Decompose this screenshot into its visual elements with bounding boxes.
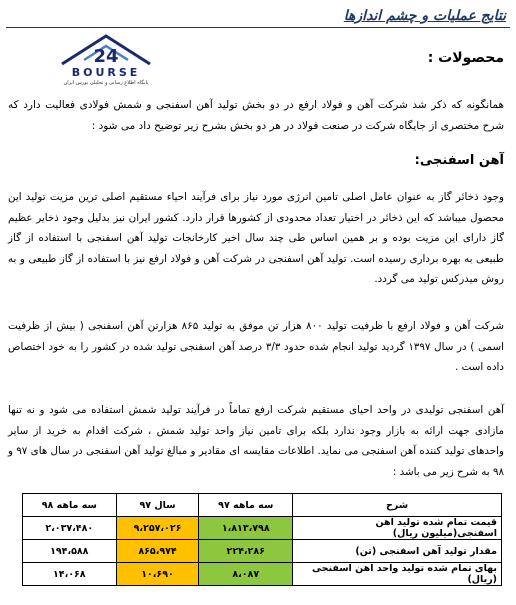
sponge-iron-heading: آهن اسفنجی: bbox=[414, 153, 504, 168]
header-y97: سال ۹۷ bbox=[116, 494, 199, 517]
row-q97: ۸،۰۸۷ bbox=[199, 563, 293, 586]
row-y97: ۸۶۵،۹۷۴ bbox=[116, 540, 199, 563]
row-y97: ۱۰،۶۹۰ bbox=[116, 563, 199, 586]
table-row bbox=[23, 563, 502, 586]
sponge-iron-paragraph-1: وجود ذخائر گاز به عنوان عامل اصلی تامین انرژی مورد نیاز برای فرآیند احیاء مستقیم اصلی ترین مزیت تولید این محصول میباشد که این ذخائر در اختیار تعداد محدودی از کشورها قرار دارد. کشور ایران نیز بدلیل وجود ذخایر عظیم گاز دارای این مزیت بوده و بر همین اساس طی چند سال اخیر کارخانجات تولید آهن اسفنجی با استفاده از گاز طبیعی به بهره برداری رسیده است. تولید آهن اسفنجی در شرکت آهن و فولاد ارفع نیز با استفاده از گاز طبیعی و به روش میدرکس تولید می گردد. bbox=[8, 191, 504, 285]
row-desc: قیمت تمام شده تولید آهن اسفنجی(میلیون ریال) bbox=[293, 517, 502, 540]
header-desc: شرح bbox=[293, 494, 502, 517]
row-q97: ۲۲۴،۲۸۶ bbox=[199, 540, 293, 563]
row-desc: بهای تمام شده تولید واحد آهن اسفنجی (ریال) bbox=[293, 563, 502, 586]
header-q97: سه ماهه ۹۷ bbox=[199, 494, 293, 517]
row-q98: ۱۴،۰۶۸ bbox=[23, 563, 117, 586]
section-title-bar bbox=[6, 6, 510, 28]
sponge-iron-paragraph-2: شرکت آهن و فولاد ارفع با ظرفیت تولید ۸۰۰ هزار تن موفق به تولید ۸۶۵ هزارتن آهن اسفنجی ( بیش از ظرفیت اسمی ) در سال ۱۳۹۷ گردید تولید انجام شده حدود ۳/۳ درصد آهن اسفنجی تولید شده در کشور را به خود اختصاص داده است . bbox=[8, 320, 504, 373]
sponge-iron-paragraph-3: آهن اسفنجی تولیدی در واحد احیای مستقیم شرکت ارفع تماماً در فرآیند تولید شمش استفاده می شود و نه تنها مازادی جهت ارائه به بازار وجود ندارد بلکه برای تامین نیاز واحد تولید شمش ، شرکت اقدام به خرید از سایر واحدهای تولید کننده آهن اسفنجی می نماید. اطلاعات مقایسه ای مقادیر و مبالغ تولید آهن اسفنجی در سال های ۹۷ و ۹۸ به شرح زیر می باشد : bbox=[8, 404, 505, 478]
sponge-iron-table bbox=[22, 493, 502, 586]
logo-mark: 24 bbox=[93, 46, 119, 67]
bourse-logo bbox=[32, 30, 180, 88]
row-q97: ۱،۸۱۳،۷۹۸ bbox=[199, 517, 293, 540]
table-row bbox=[23, 540, 502, 563]
table-row bbox=[23, 517, 502, 540]
logo-text: BOURSE bbox=[71, 66, 141, 79]
header-q98: سه ماهه ۹۸ bbox=[23, 494, 117, 517]
products-paragraph: همانگونه که ذکر شد شرکت آهن و فولاد ارفع در دو بخش تولید آهن اسفنجی و شمش فولادی فعالیت دارد که شرح مختصری از جایگاه شرکت در صنعت فولاد در هر دو بخش بشرح زیر توضیح داد می شود : bbox=[8, 99, 504, 132]
bourse-logo-icon bbox=[32, 30, 180, 70]
row-y97: ۹،۲۵۷،۰۲۶ bbox=[116, 517, 199, 540]
section-title: نتایج عملیات و چشم اندازها bbox=[343, 8, 506, 24]
row-q98: ۲،۰۳۷،۴۸۰ bbox=[23, 517, 117, 540]
row-desc: مقدار تولید آهن اسفنجی (تن) bbox=[293, 540, 502, 563]
logo-subtitle: پایگاه اطلاع رسانی و تحلیلی بورس ایران bbox=[63, 80, 149, 86]
table-header-row bbox=[23, 494, 502, 517]
row-q98: ۱۹۴،۵۸۸ bbox=[23, 540, 117, 563]
products-heading: محصولات : bbox=[427, 50, 504, 66]
